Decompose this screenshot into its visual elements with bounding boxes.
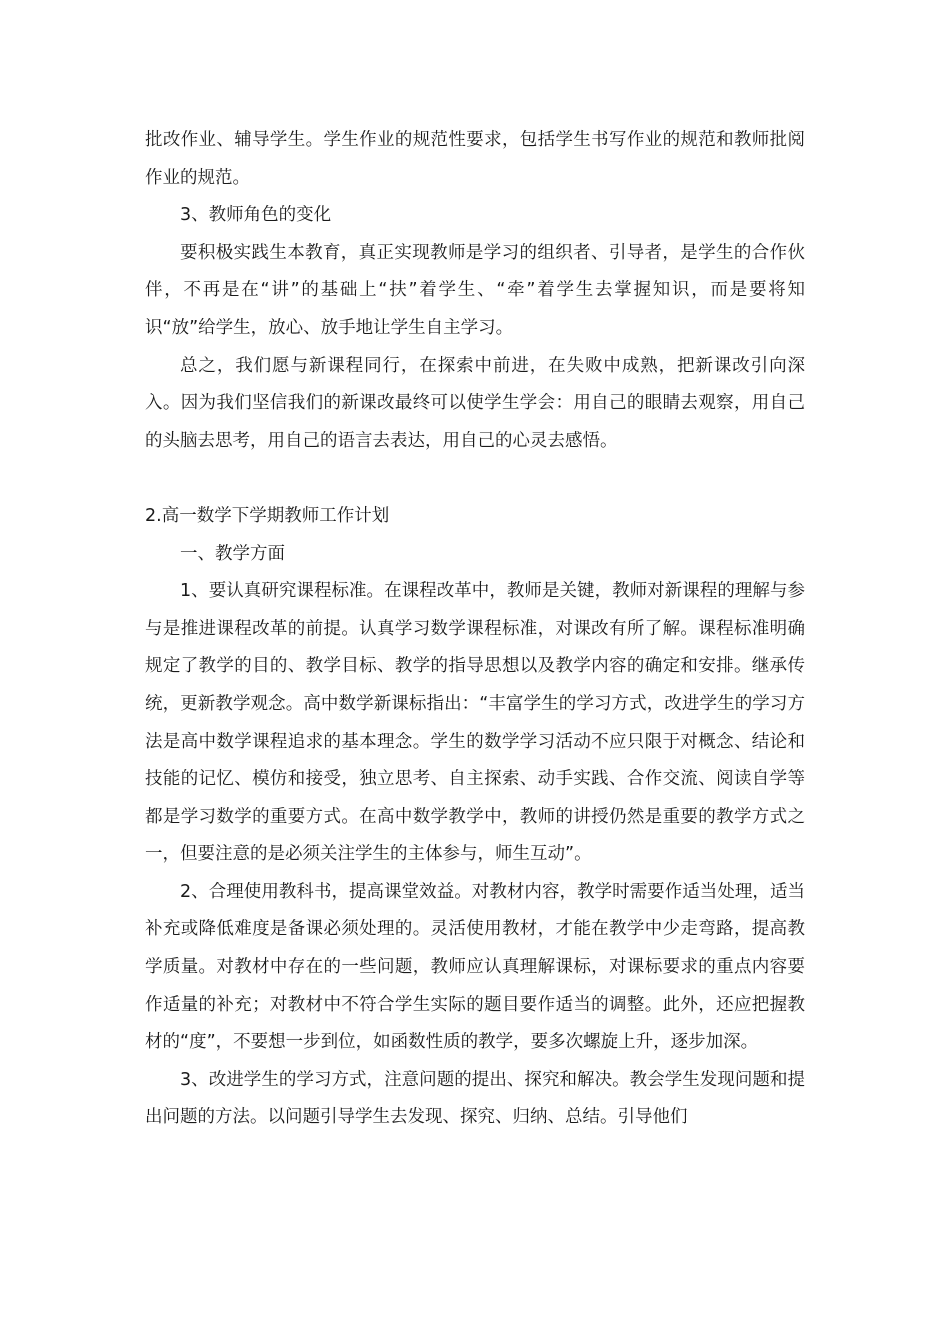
section-title: 2.高一数学下学期教师工作计划: [145, 505, 390, 526]
paragraph-curriculum-standard: 1、要认真研究课程标准。在课程改革中，教师是关键，教师对新课程的理解与参与是推进课程改革的前提。认真学习数学课程标准，对课改有所了解。课程标准明确规定了教学的目的、教学目标、教学的指导思想以及教学内容的确定和安排。继承传统，更新教学观念。高中数学新课标指出：“丰富学生的学习方式，改进学生的学习方法是高中数学课程追求的基本理念。学生的数学学习活动不应只限于对概念、结论和技能的记忆、模仿和接受，独立思考、自主探索、动手实践、合作交流、阅读自学等都是学习数学的重要方式。在高中数学教学中，教师的讲授仍然是重要的教学方式之一，但要注意的是必须关注学生的主体参与，师生互动”。: [145, 581, 805, 865]
paragraph-teacher-role: 要积极实践生本教育，真正实现教师是学习的组织者、引导者，是学生的合作伙伴，不再是在“讲”的基础上“扶”着学生、“牵”着学生去掌握知识，而是要将知识“放”给学生，放心、放手地让学生自主学习。: [145, 242, 805, 338]
paragraph-summary: 总之，我们愿与新课程同行，在探索中前进，在失败中成熟，把新课改引向深入。因为我们坚信我们的新课改最终可以使学生学会：用自己的眼睛去观察，用自己的头脑去思考，用自己的语言去表达，用自己的心灵去感悟。: [145, 355, 805, 451]
heading-teacher-role: 3、教师角色的变化: [180, 205, 332, 226]
section-gap: [145, 460, 805, 498]
paragraph-textbook-use: 2、合理使用教科书，提高课堂效益。对教材内容，教学时需要作适当处理，适当补充或降低难度是备课必须处理的。灵活使用教材，才能在教学中少走弯路，提高教学质量。对教材中存在的一些问题，教师应认真理解课标，对课标要求的重点内容要作适量的补充；对教材中不符合学生实际的题目要作适当的调整。此外，还应把握教材的“度”，不要想一步到位，如函数性质的教学，要多次螺旋上升，逐步加深。: [145, 881, 805, 1053]
paragraph-grading: 批改作业、辅导学生。学生作业的规范性要求，包括学生书写作业的规范和教师批阅作业的规范。: [145, 130, 805, 188]
document-body: [145, 122, 805, 1137]
heading-teaching: 一、教学方面: [180, 543, 285, 564]
paragraph-learning-methods: 3、改进学生的学习方式，注意问题的提出、探究和解决。教会学生发现问题和提出问题的方法。以问题引导学生去发现、探究、归纳、总结。引导他们: [145, 1069, 805, 1128]
